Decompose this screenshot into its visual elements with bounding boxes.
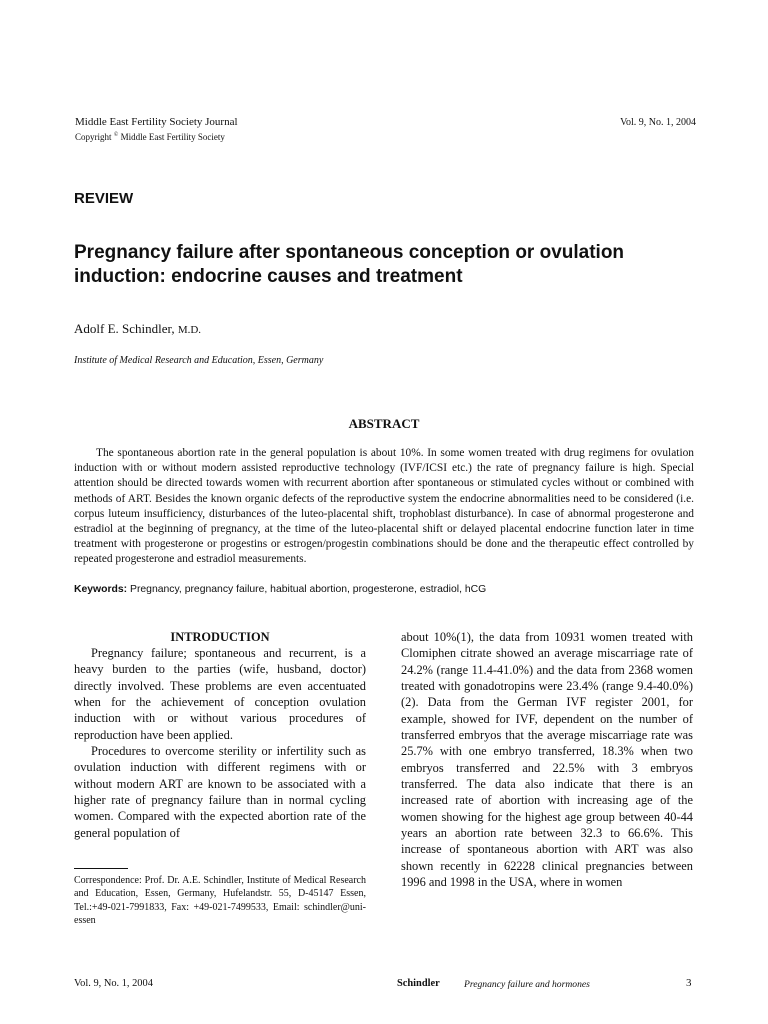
correspondence-footnote: Correspondence: Prof. Dr. A.E. Schindler, Institute of Medical Research and Education, Essen, Germany, Hufelandstr. 55, D-45147 Essen, Tel.:+49-021-7991833, Fax: +49-021-7499533, Email: schindler@uni-essen [74, 875, 366, 927]
introduction-paragraph-2: Procedures to overcome sterility or infertility such as ovulation induction with different regimens with or without modern ART are known to be associated with a higher rate of pregnancy failure than in normal cycling women. Compared with the expected abortion rate of the general population of [74, 744, 366, 840]
journal-name: Middle East Fertility Society Journal [75, 116, 238, 128]
introduction-heading: INTRODUCTION [170, 630, 270, 644]
author-line [74, 321, 201, 338]
author-degree: M.D. [177, 324, 202, 336]
header-volume: Vol. 9, No. 1, 2004 [620, 117, 696, 128]
introduction-paragraph-1: Pregnancy failure; spontaneous and recurrent, is a heavy burden to the parties (wife, husband, doctor) directly involved. These problems are even accentuated when for the achievement of conception ovulation induction with or without various procedures of reproduction have been applied. [74, 646, 366, 742]
keywords-line [74, 583, 694, 597]
affiliation: Institute of Medical Research and Education, Essen, Germany [74, 355, 324, 366]
article-title: Pregnancy failure after spontaneous conception or ovulation induction: endocrine causes and treatment [74, 242, 625, 287]
page-number: 3 [686, 977, 692, 989]
copyright-holder: Middle East Fertility Society [120, 132, 225, 142]
abstract-heading: ABSTRACT [348, 416, 420, 431]
copyright-prefix: Copyright [75, 132, 112, 142]
left-column [74, 629, 366, 841]
keywords-list: Pregnancy, pregnancy failure, habitual abortion, progesterone, estradiol, hCG [130, 584, 487, 595]
copyright-line [75, 130, 225, 143]
footer-volume: Vol. 9, No. 1, 2004 [74, 978, 153, 989]
right-column [401, 629, 693, 891]
section-label: REVIEW [74, 190, 134, 207]
footer-running-title: Pregnancy failure and hormones [464, 979, 590, 990]
introduction-continuation: about 10%(1), the data from 10931 women treated with Clomiphen citrate showed an average miscarriage rate of 24.2% (range 11.4-41.0%) and the data from 2368 women treated with gonadotropins were 23.4% (range 9.4-40.0%)(2). Data from the German IVF register 2001, for example, showed for IVF, dependent on the number of transferred embryos that the average miscarriage rate was 25.7% with one embryo transferred, 18.3% when two embryos transferred and 22.5% with 3 embryos transferred. The data also indicate that there is an increased rate of abortion with increasing age of the women showing for the highest age group between 40-44 years an abortion rate between 32.3 to 66.6%. This increase of spontaneous abortion with ART was also shown recently in 62228 clinical pregnancies between 1996 and 1998 in the USA, where in women [401, 630, 693, 890]
copyright-symbol: © [113, 132, 119, 138]
author-name: Adolf E. Schindler, [74, 321, 175, 336]
keywords-label: Keywords: [74, 584, 128, 595]
footer-author: Schindler [397, 978, 440, 989]
abstract-body: The spontaneous abortion rate in the general population is about 10%. In some women treated with drug regimens for ovulation induction with or without modern assisted reproductive technology (IVF/ICSI etc.) the rate of pregnancy failure is high. Special attention should be directed towards women with recurrent abortion after spontaneous or stimulated cycles without or combined with methods of ART. Besides the known organic defects of the reproductive system the endocrine abnormalities need to be considered (i.e. corpus luteum insufficiency, disturbances of the luteo-placental shift, trophoblast disturbance). In case of abnormal progesterone and estradiol at the beginning of pregnancy, at the time of the luteo-placental shift or delayed placental endocrine function later in time treatment with progesterone or progestins or estrogen/progestin combinations should be done and the therapeutic effect controlled by repeated progesterone and estradiol measurements. [74, 447, 694, 566]
footnote-divider [74, 868, 128, 869]
